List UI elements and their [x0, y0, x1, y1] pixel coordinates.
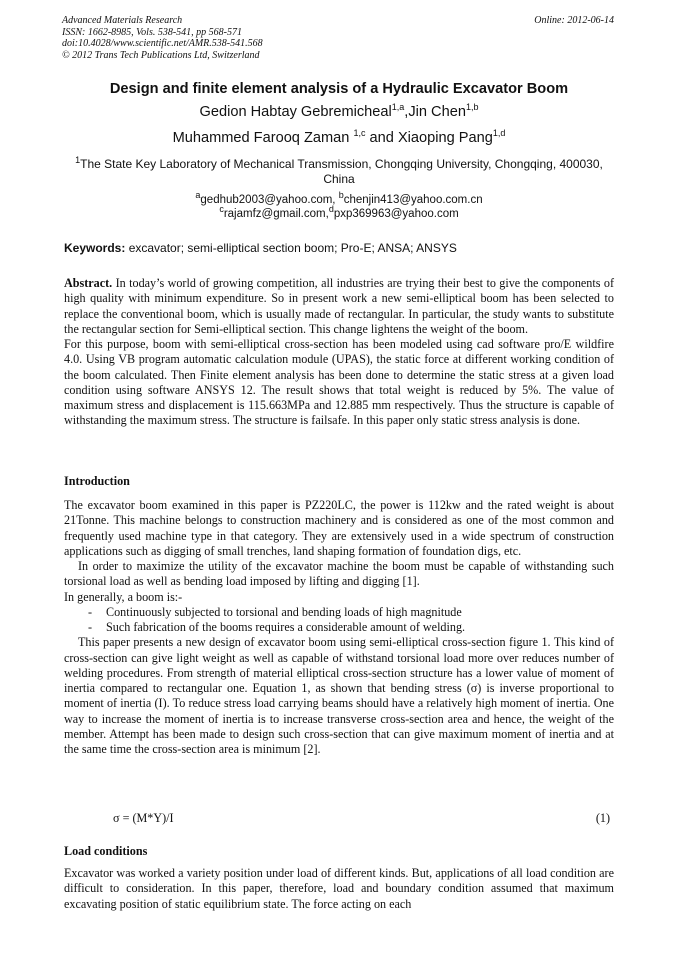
- email-b[interactable]: chenjin413@yahoo.com.cn: [343, 194, 483, 206]
- affiliation: [62, 157, 616, 187]
- author-line-1: [40, 104, 638, 120]
- author-line-2: [40, 130, 638, 146]
- equation: σ = (M*Y)/I: [113, 811, 174, 825]
- affil-sup: 1: [75, 155, 81, 165]
- author-name: and Xiaoping Pang: [365, 130, 493, 146]
- load-conditions-heading: Load conditions: [64, 844, 148, 858]
- email-d[interactable]: pxp369963@yahoo.com: [333, 207, 459, 220]
- abstract: [64, 276, 614, 429]
- affil-line-1: The State Key Laboratory of Mechanical Transmission, Chongqing University, Chongqing, 400030,: [80, 157, 603, 171]
- bullet-text: Such fabrication of the booms requires a considerable amount of welding.: [106, 620, 466, 634]
- email-sup: c: [219, 203, 224, 214]
- email-c[interactable]: rajamfz@gmail.com,: [223, 207, 329, 220]
- bullet-text: Continuously subjected to torsional and bending loads of high magnitude: [106, 604, 462, 619]
- keywords-text: excavator; semi-elliptical section boom; Pro-E; ANSA; ANSYS: [125, 241, 457, 255]
- author-emails: [62, 190, 616, 221]
- author-name: ,Jin Chen: [404, 104, 466, 120]
- author-sup: 1,c: [353, 128, 366, 139]
- bullet-marker: -: [88, 620, 93, 634]
- copyright-line: © 2012 Trans Tech Publications Ltd, Switzerland: [62, 49, 260, 61]
- author-sup: 1,b: [465, 102, 479, 113]
- load-paragraph-1: Excavator was worked a variety position under load of different kinds. But, applications of all load condition are difficult to consideration. In this paper, therefore, load and boundary condition assumed that maximum excavating position of static equilibrium state. The force acting on each: [64, 866, 614, 911]
- affil-line-2: China: [323, 172, 355, 186]
- equation-number: (1): [595, 811, 610, 825]
- list-item: [64, 605, 614, 620]
- introduction-heading: Introduction: [64, 474, 130, 488]
- intro-paragraph-4: This paper presents a new design of excavator boom using semi-elliptical cross-section figure 1. This kind of cross-section can give light weight as well as capable of withstand torsional load more over reduces number of welding procedures. From strength of material elliptical cross-section structure has a lower value of moment of inertia compared to rectangular one. Equation 1, as shown that bending stress (σ) is inverse proportional to moment of inertia (I). To reduce stress load carrying beams should have a relatively high moment of inertia. One way to increase the moment of inertia is to increase transverse cross-section area and hence, the weight of the member. Attempt has been made to design such cross-section that can give maximum moment of inertia and at the same time the cross-section area is minimum [2].: [64, 635, 614, 756]
- intro-paragraph-2: In order to maximize the utility of the excavator machine the boom must be capable of withstanding such torsional load as well as bending load imposed by lifting and digging [1].: [64, 559, 614, 589]
- intro-paragraph-3: In generally, a boom is:-: [64, 589, 183, 604]
- abstract-paragraph-2: For this purpose, boom with semi-elliptical cross-section has been modeled using cad software pro/E wildfire 4.0. Using VB program automatic calculation module (UPAS), the static force at different working condition of the boom calculated. Then Finite element analysis has been done to determine the static stress at a given load condition using software ANSYS 12. The result shows that total weight is reduced by 5%. The value of maximum stress and displacement is 115.663MPa and 12.885 mm respectively. Thus the structure is capable of withstanding the maximum stress. The structure is failsafe. In this paper only static stress analysis is done.: [64, 337, 614, 428]
- author-name: Gedion Habtay Gebremicheal: [199, 104, 392, 120]
- paper-title: Design and finite element analysis of a Hydraulic Excavator Boom: [109, 81, 569, 97]
- keywords: [64, 241, 614, 255]
- issn-line: ISSN: 1662-8985, Vols. 538-541, pp 568-571: [62, 26, 242, 38]
- email-sup: b: [338, 190, 344, 201]
- journal-name: Advanced Materials Research: [62, 15, 183, 26]
- email-sup: a: [195, 190, 201, 201]
- introduction-body: [64, 498, 614, 757]
- intro-paragraph-1: The excavator boom examined in this paper is PZ220LC, the power is 112kw and the rated weight is about 21Tonne. This machine belongs to construction machinery and is considered as one of the most common and frequently used machine type in that category. They are extensively used in a wide spectrum of construction applications such as digging of small trenches, land shaping formation of foundation digs, etc.: [64, 498, 614, 558]
- online-date: Online: 2012-06-14: [534, 15, 614, 26]
- email-sup: d: [328, 203, 334, 214]
- author-name: Muhammed Farooq Zaman: [172, 130, 354, 146]
- email-a[interactable]: gedhub2003@yahoo.com,: [200, 194, 339, 206]
- bullet-marker: -: [88, 604, 93, 619]
- keywords-label: Keywords:: [64, 241, 126, 255]
- abstract-paragraph-1: In today’s world of growing competition, all industries are trying their best to give the components of high quality with minimum expenditure. So in present work a new semi-elliptical boom has been selected to replace the conventional boom, which is usually made of rectangular. In particular, the study wants to substitute the rectangular section for Semi-elliptical section. This change lightens the weight of the boom.: [64, 276, 614, 336]
- journal-header: [62, 15, 263, 61]
- doi-line: doi:10.4028/www.scientific.net/AMR.538-541.568: [62, 38, 263, 49]
- abstract-label: Abstract.: [64, 276, 113, 290]
- author-sup: 1,a: [391, 102, 405, 113]
- author-sup: 1,d: [492, 128, 506, 139]
- list-item: [64, 620, 614, 635]
- load-conditions-body: [64, 866, 614, 912]
